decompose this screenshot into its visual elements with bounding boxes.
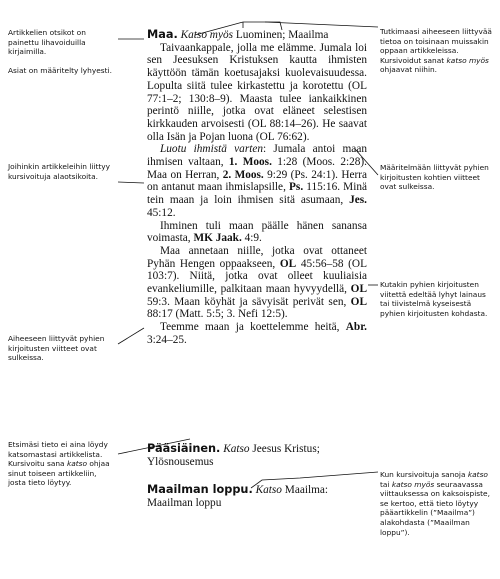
p2-text-b: 4:9.	[244, 232, 262, 245]
entry-maailman-loppu	[147, 484, 367, 509]
p1-text-b: 1:28 (Moos. 2:28). Maa on Herran,	[147, 156, 368, 181]
p1-ref-4: Jes.	[349, 194, 367, 207]
see-also-label: Katso myös	[180, 29, 234, 41]
note-subheadings: Joihinkin artikkeleihin liittyy kursivoituja alaotsikoita.	[8, 162, 111, 181]
note-see-reference	[8, 440, 116, 488]
p1-ref-1: 1. Moos.	[228, 156, 272, 169]
paasiainen-see-label: Katso	[223, 443, 250, 455]
loppu-see-target: Maailma: Maailman loppu	[147, 484, 329, 509]
p3-ref-3: OL	[350, 295, 367, 308]
note-see-text-a: Etsimäsi tieto ei aina löydy katsomastasi artikkelista. Kursivoitu sana	[8, 440, 108, 469]
p1-ref-2: 2. Moos.	[222, 168, 264, 181]
paragraph-maa-annetaan	[147, 245, 367, 321]
note-see-also-katso: katso myös	[446, 55, 489, 65]
headword-maailman-loppu: Maailman loppu.	[147, 483, 253, 496]
p4-ref: Abr.	[345, 321, 368, 334]
p1-ref-3: Ps.	[289, 181, 304, 194]
note-colon-katso-mys: katso myös	[391, 479, 435, 489]
note-quote-summaries: Kutakin pyhien kirjoitusten viitettä edeltää lyhyt lainaus tai tiivistelmä kyseisestä pyhien kirjoitusten kohdasta.	[380, 280, 488, 318]
note-colon-text-a: Kun kursivoituja sanoja	[380, 470, 466, 479]
paragraph-teemme	[147, 321, 367, 346]
headword-paasiainen: Pääsiäinen.	[147, 442, 221, 455]
note-colon-reference	[380, 470, 492, 537]
p3-text-b: 45:56–58 (OL 103:7). Niitä, jotka ovat olleet kuuliaisia evankeliumille, palkitaan maan hyvyydellä,	[147, 257, 367, 296]
p4-text-b: 3:24–25.	[147, 333, 187, 346]
paasiainen-see-target: Jeesus Kristus; Ylösnousemus	[147, 443, 320, 468]
subheading-luotu: Luotu ihmistä varten	[160, 143, 264, 156]
p3-ref-1: OL	[279, 257, 297, 270]
note-see-also-text-b: ohjaavat niihin.	[380, 65, 438, 75]
entry-maa-heading	[147, 29, 367, 42]
p3-text-a: Maa annetaan niille, jotka ovat ottaneet Pyhän Hengen oppaakseen,	[147, 244, 367, 270]
headword-maa: Maa.	[147, 28, 178, 41]
note-see-also-text-a: Tutkimaasi aiheeseen liittyvää tietoa on toisinaan muissakin oppaan artikkeleissa. Kursivoidut sanat	[380, 27, 492, 65]
p4-text-a: Teemme maan ja koettelemme heitä,	[160, 321, 340, 334]
p3-text-d: 88:17 (Matt. 5:5; 3. Nefi 12:5).	[147, 308, 288, 321]
paragraph-ihminen	[147, 220, 367, 245]
note-see-also	[380, 27, 492, 75]
note-see-katso: katso	[66, 459, 88, 469]
note-definition: Asiat on määritelty lyhyesti.	[8, 66, 112, 75]
p2-text-a: Ihminen tuli maan päälle hänen sanansa voimasta,	[147, 219, 367, 245]
note-headwords: Artikkelien otsikot on painettu lihavoiduilla kirjaimilla.	[8, 28, 86, 57]
note-parenthetical-refs: Aiheeseen liittyvät pyhien kirjoitusten viitteet ovat sulkeissa.	[8, 334, 105, 363]
p1-text-a: : Jumala antoi maan ihmisen valtaan,	[147, 143, 367, 169]
p3-ref-2: OL	[350, 283, 367, 296]
p1-text-d: 115:16. Minä tein maan ja loin ihmisen sitä asumaan,	[147, 181, 367, 207]
paragraph-luotu	[147, 143, 367, 219]
p1-text-c: 9:29 (Ps. 24:1). Herra on antanut maan ihmislapsille,	[147, 168, 368, 194]
note-colon-text-c: seuraavassa viittauksessa on kaksoispiste, se kertoo, että tieto löytyy pääartikkelin (”Maailma”) alakohdasta (”Maailman loppu”).	[380, 479, 490, 537]
definition-maa: Taivaankappale, jolla me elämme. Jumala loi sen Jeesuksen Kristuksen kautta ihmisten käyttöön tämän koetusajaksi kuolevaisuudessa. Lopulta siitä tulee kirkastettu ja korotettu (OL 77:1–2; 130:8–9). Maasta tulee iankaikkinen perintö niille, jotka ovat eläneet selestisen kirkkauden arvoisesti (OL 88:14–26). He saavat olla Isän ja Pojan luona (OL 76:62).	[147, 41, 367, 143]
entry-paasiainen	[147, 443, 367, 468]
note-definition-refs: Määritelmään liittyvät pyhien kirjoitusten kohtien viitteet ovat sulkeissa.	[380, 163, 489, 192]
note-colon-katso: katso	[467, 470, 488, 479]
entry-maa	[147, 29, 367, 347]
note-colon-text-b: tai	[380, 479, 390, 489]
p1-text-e: 45:12.	[147, 206, 176, 219]
note-see-text-b: ohjaa sinut toiseen artikkeliin, josta tieto löytyy.	[8, 459, 110, 488]
see-also-target: Luominen; Maailma	[235, 29, 329, 41]
loppu-see-label: Katso	[255, 484, 282, 496]
p3-text-c: 59:3. Maan köyhät ja sävyisät perivät sen,	[147, 295, 347, 308]
p2-ref: MK Jaak.	[193, 232, 242, 245]
